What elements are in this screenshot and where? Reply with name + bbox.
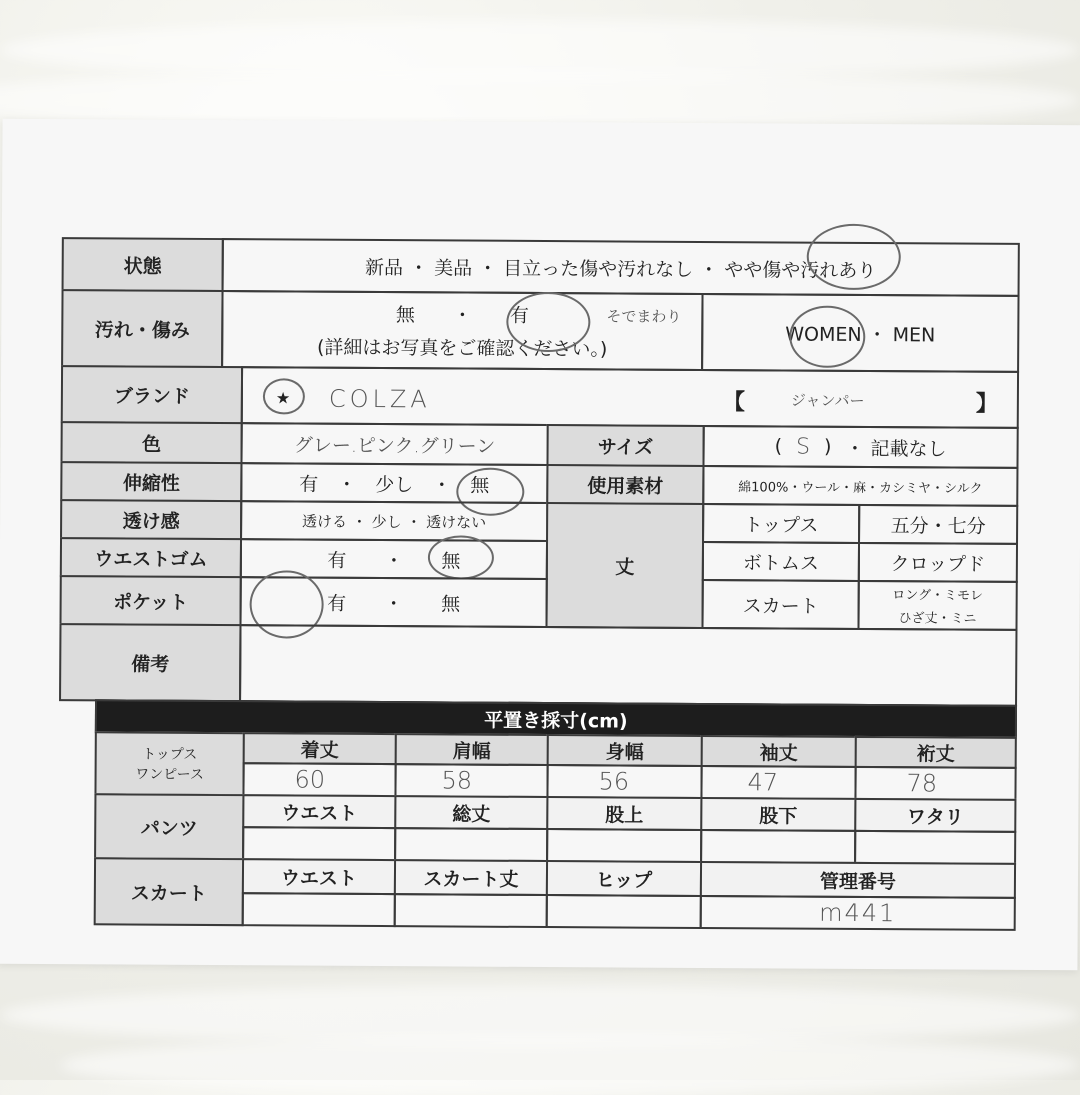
length-bottoms: ボトムス bbox=[702, 541, 860, 582]
pants-col-2: 股上 bbox=[546, 796, 702, 831]
size-value: S bbox=[796, 434, 811, 460]
condition-label: 状態 bbox=[62, 237, 224, 292]
pocket-options: 有 ・ 無 bbox=[239, 576, 547, 628]
stains-label: 汚れ・傷み bbox=[61, 289, 223, 368]
brand-value: COLZA bbox=[328, 384, 431, 414]
length-skirt: スカート bbox=[701, 579, 859, 630]
waist-rubber-circle bbox=[428, 535, 494, 579]
length-skirt-options: ロング・ミモレ ひざ丈・ミニ bbox=[857, 580, 1017, 631]
length-label: 丈 bbox=[545, 502, 704, 629]
stains-handwritten: そでまわり bbox=[606, 307, 682, 326]
length-bottoms-options: クロップド bbox=[858, 542, 1018, 583]
pants-val-3 bbox=[700, 829, 856, 864]
skirt-col-0: ウエスト bbox=[242, 858, 396, 895]
remarks-label: 備考 bbox=[59, 623, 241, 702]
mgmt-label: 管理番号 bbox=[700, 861, 1016, 899]
sheer-options: 透ける ・ 少し ・ 透けない bbox=[240, 500, 548, 542]
waist-rubber-label: ウエストゴム bbox=[60, 537, 242, 578]
pants-col-1: 総丈 bbox=[394, 795, 548, 830]
size-label: サイズ bbox=[546, 424, 704, 467]
pants-col-0: ウエスト bbox=[242, 794, 396, 829]
pants-val-0 bbox=[242, 826, 396, 861]
pants-label: パンツ bbox=[94, 793, 244, 860]
pants-val-2 bbox=[546, 828, 702, 863]
length-tops: トップス bbox=[702, 503, 860, 544]
mgmt-value: m441 bbox=[700, 895, 1016, 931]
skirt-val-0 bbox=[242, 892, 396, 927]
tops-val-4: 78 bbox=[854, 766, 1016, 801]
pants-val-4 bbox=[854, 830, 1016, 865]
material-options: 綿100%・ウール・麻・カシミヤ・シルク bbox=[702, 465, 1018, 507]
tops-val-2: 56 bbox=[546, 764, 702, 799]
length-tops-options: 五分・七分 bbox=[858, 504, 1018, 545]
color-value: グレー.ピンク.グリーン bbox=[240, 422, 548, 466]
category-value: ジャンパー bbox=[790, 391, 865, 410]
tops-col-0: 着丈 bbox=[243, 732, 397, 765]
gender-options: WOMEN ・ MEN bbox=[701, 293, 1019, 373]
size-row: ( S ) ・ 記載なし bbox=[702, 425, 1018, 469]
measure-header: 平置き採寸(cm) bbox=[95, 699, 1017, 739]
skirt-val-2 bbox=[546, 894, 702, 929]
stains-options: 無 ・ 有 (詳細はお写真をご確認ください。) bbox=[221, 290, 703, 371]
brand-star-circle bbox=[263, 378, 305, 414]
pants-val-1 bbox=[394, 827, 548, 862]
tops-col-1: 肩幅 bbox=[395, 733, 549, 766]
category-bracket-open: 【 bbox=[722, 390, 745, 416]
condition-options: 新品 ・ 美品 ・ 目立った傷や汚れなし ・ やや傷や汚れあり bbox=[222, 238, 1020, 297]
brand-star: ★ bbox=[275, 388, 291, 408]
pants-col-3: 股下 bbox=[700, 797, 856, 832]
stains-circle bbox=[506, 292, 590, 353]
spec-card bbox=[0, 119, 1080, 971]
pocket-label: ポケット bbox=[59, 575, 241, 626]
color-label: 色 bbox=[60, 421, 242, 464]
tops-col-2: 身幅 bbox=[547, 734, 703, 767]
tops-val-1: 58 bbox=[394, 763, 548, 798]
skirt-label: スカート bbox=[94, 857, 244, 926]
material-label: 使用素材 bbox=[546, 464, 704, 505]
pants-col-4: ワタリ bbox=[854, 798, 1016, 833]
skirt-col-2: ヒップ bbox=[546, 860, 702, 897]
tops-val-0: 60 bbox=[242, 762, 396, 797]
category-bracket-close: 】 bbox=[975, 391, 998, 417]
tops-col-3: 袖丈 bbox=[701, 735, 857, 768]
sheer-label: 透け感 bbox=[60, 499, 242, 540]
stretch-options: 有 ・ 少し ・ 無 bbox=[240, 462, 548, 504]
remarks-value bbox=[239, 624, 1017, 707]
waist-rubber-options: 有 ・ 無 bbox=[240, 538, 548, 580]
brand-label: ブランド bbox=[61, 365, 243, 424]
gender-circle bbox=[789, 306, 865, 368]
skirt-col-1: スカート丈 bbox=[394, 859, 548, 896]
condition-circle bbox=[807, 224, 901, 291]
skirt-val-1 bbox=[394, 893, 548, 928]
stretch-label: 伸縮性 bbox=[60, 461, 242, 502]
tops-col-4: 裄丈 bbox=[855, 736, 1017, 769]
tops-val-3: 47 bbox=[700, 765, 856, 800]
tops-label: トップス ワンピース bbox=[94, 731, 244, 796]
